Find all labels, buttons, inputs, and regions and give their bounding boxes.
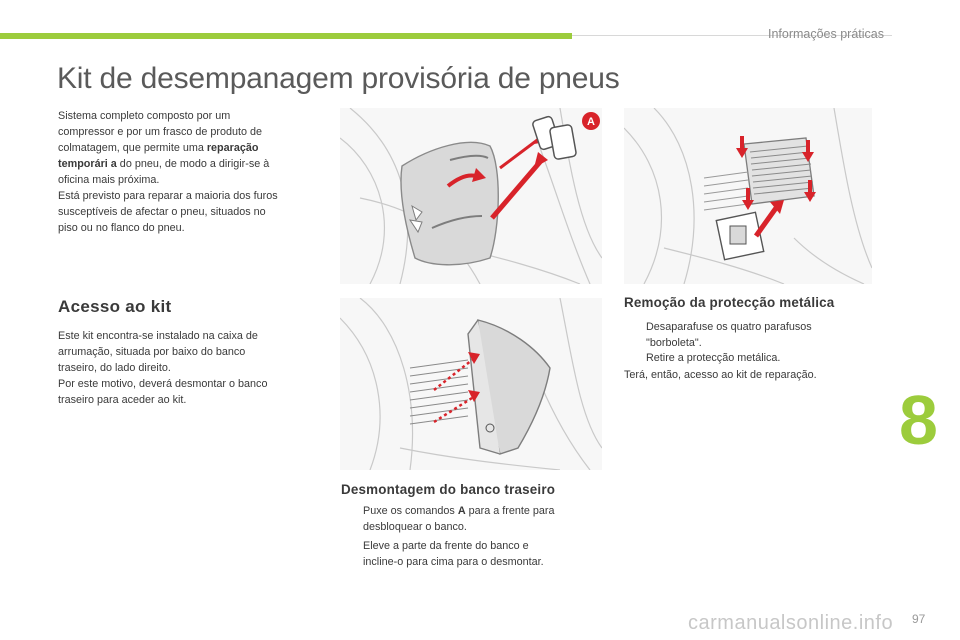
removal-step-2-line: Retire a protecção metálica.: [646, 352, 781, 364]
removal-step-1-line: "borboleta".: [646, 337, 702, 349]
chapter-number: 8: [899, 381, 938, 459]
page-number: 97: [912, 612, 926, 626]
intro-line: [58, 140, 258, 156]
removal-note: Terá, então, acesso ao kit de reparação.: [624, 369, 817, 381]
intro-line: compressor e por um frasco de produto de: [58, 126, 263, 138]
intro-line: [58, 156, 269, 172]
removal-step-2: [624, 350, 874, 366]
removal-step-1-line: Desaparafuse os quatro parafusos: [646, 321, 812, 333]
seat-step-1-line: desbloquear o banco.: [363, 521, 467, 533]
intro-text: colmatagem, que permite uma: [58, 142, 207, 154]
intro-line: Sistema completo composto por um: [58, 110, 231, 122]
access-heading: Acesso ao kit: [58, 297, 172, 316]
intro-line: susceptíveis de afectar o pneu, situados no: [58, 206, 266, 218]
removal-heading: Remoção da protecção metálica: [624, 295, 835, 310]
seat-step-2-line: Eleve a parte da frente do banco e: [363, 540, 529, 552]
intro-line: Está previsto para reparar a maioria dos furos: [58, 190, 278, 202]
seat-step-1-line: [341, 503, 601, 519]
section-title: Informações práticas: [767, 27, 884, 41]
seat-step-text: para a frente para: [465, 505, 555, 517]
intro-bold-text: reparação: [206, 142, 259, 154]
access-line: Por este motivo, deverá desmontar o banco: [58, 378, 268, 390]
access-line: arrumação, situada por baixo do banco: [58, 346, 246, 358]
intro-line: piso ou no flanco do pneu.: [58, 222, 185, 234]
seat-step-2-line: incline-o para cima para o desmontar.: [363, 556, 544, 568]
callout-a: A: [587, 116, 595, 128]
seat-step-bold: A: [457, 505, 466, 517]
access-line: Este kit encontra-se instalado na caixa de: [58, 330, 258, 342]
intro-text: do pneu, de modo a dirigir-se à: [116, 158, 270, 170]
seat-step-text: Puxe os comandos: [363, 505, 458, 517]
metal-protection-illustration: [624, 108, 872, 284]
seat-unlock-illustration: [340, 108, 602, 284]
access-line: traseiro para aceder ao kit.: [58, 394, 187, 406]
seat-step-1: [341, 503, 601, 535]
watermark: carmanualsonline.info: [688, 612, 894, 634]
page-title: Kit de desempanagem provisória de pneus: [57, 62, 620, 95]
header-accent-bar: [0, 33, 572, 39]
seat-raise-illustration: [340, 298, 602, 470]
intro-bold-text: temporári a: [58, 158, 117, 170]
seat-heading: Desmontagem do banco traseiro: [341, 482, 556, 497]
intro-line: oficina mais próxima.: [58, 174, 160, 186]
access-line: traseiro, do lado direito.: [58, 362, 171, 374]
removal-step-1: [624, 319, 874, 351]
seat-step-2: [341, 538, 601, 570]
